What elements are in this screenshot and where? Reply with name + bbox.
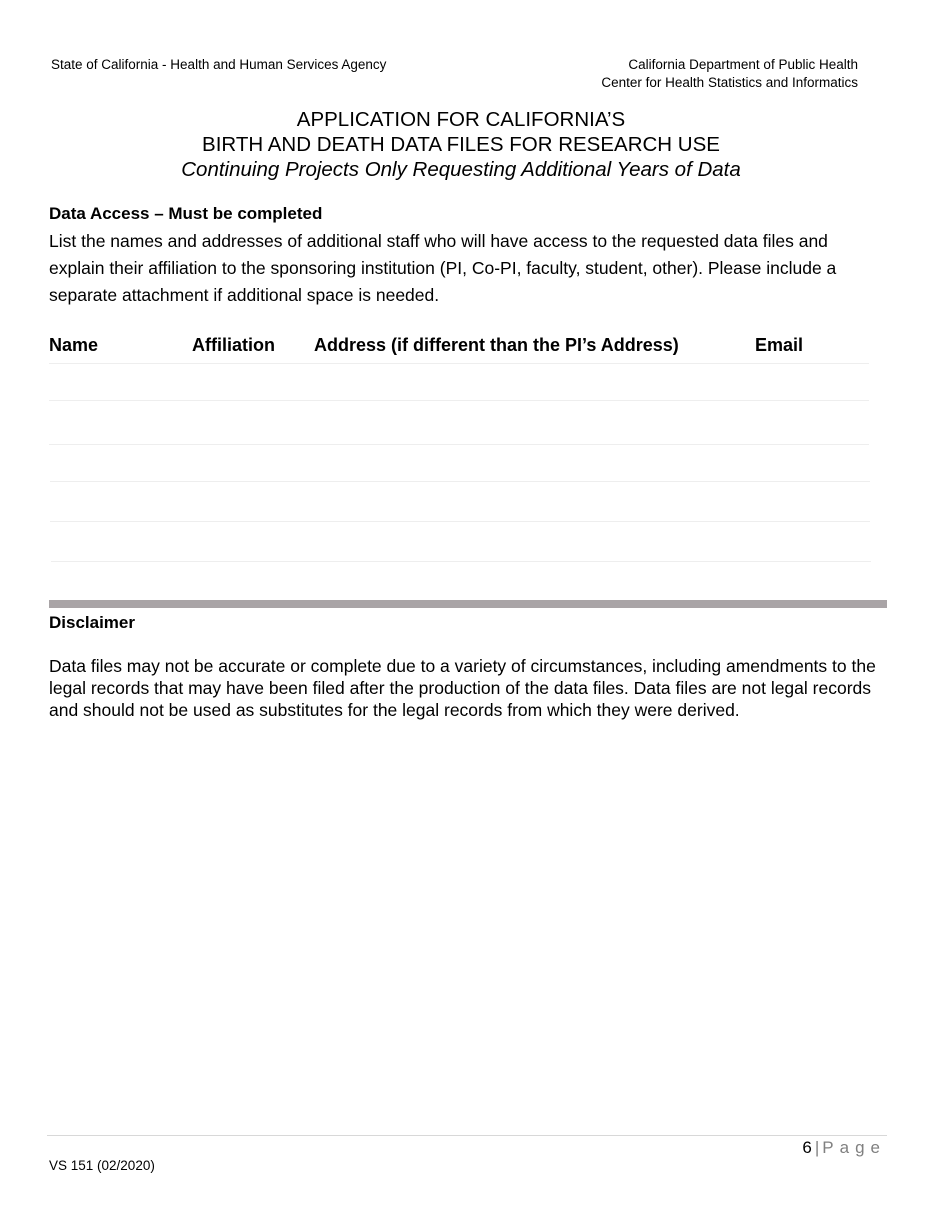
data-access-instructions: List the names and addresses of additional staff who will have access to the requested data files and explain their affiliation to the sponsoring institution (PI, Co-PI, faculty, student, other). Please include a separate attachment if additional space is needed. (49, 231, 837, 305)
column-header-email: Email (755, 335, 804, 355)
page-separator: | (814, 1138, 820, 1157)
title-line-2: BIRTH AND DEATH DATA FILES FOR RESEARCH USE (202, 133, 720, 156)
header-department (601, 56, 858, 92)
header-center-name: Center for Health Statistics and Informatics (601, 75, 858, 90)
column-header-address: Address (if different than the PI’s Address) (314, 335, 679, 355)
header-agency: State of California - Health and Human Services Agency (51, 57, 387, 72)
form-identifier: VS 151 (02/2020) (49, 1158, 155, 1173)
document-title (0, 107, 922, 182)
page-number: 6 (802, 1138, 812, 1157)
table-row-line (49, 444, 869, 445)
disclaimer-heading: Disclaimer (49, 613, 135, 632)
data-access-heading: Data Access – Must be completed (49, 204, 323, 223)
title-subtitle: Continuing Projects Only Requesting Additional Years of Data (181, 158, 741, 181)
table-row-line (49, 363, 869, 364)
footer-divider (47, 1135, 887, 1136)
page-label: Page (822, 1138, 886, 1157)
table-row-line (49, 400, 869, 401)
section-divider (49, 600, 887, 608)
table-row-line (50, 481, 870, 482)
disclaimer-text: Data files may not be accurate or complete due to a variety of circumstances, including amendments to the legal records that may have been filed after the production of the data files. Data files are not legal records and should not be used as substitutes for the legal records from which they were derived. (49, 656, 876, 720)
column-header-affiliation: Affiliation (192, 335, 275, 355)
table-row-line (50, 521, 870, 522)
page-indicator (802, 1138, 886, 1158)
column-header-name: Name (49, 335, 99, 355)
title-line-1: APPLICATION FOR CALIFORNIA’S (296, 108, 626, 131)
header-department-name: California Department of Public Health (628, 57, 858, 72)
table-row-line (51, 561, 871, 562)
